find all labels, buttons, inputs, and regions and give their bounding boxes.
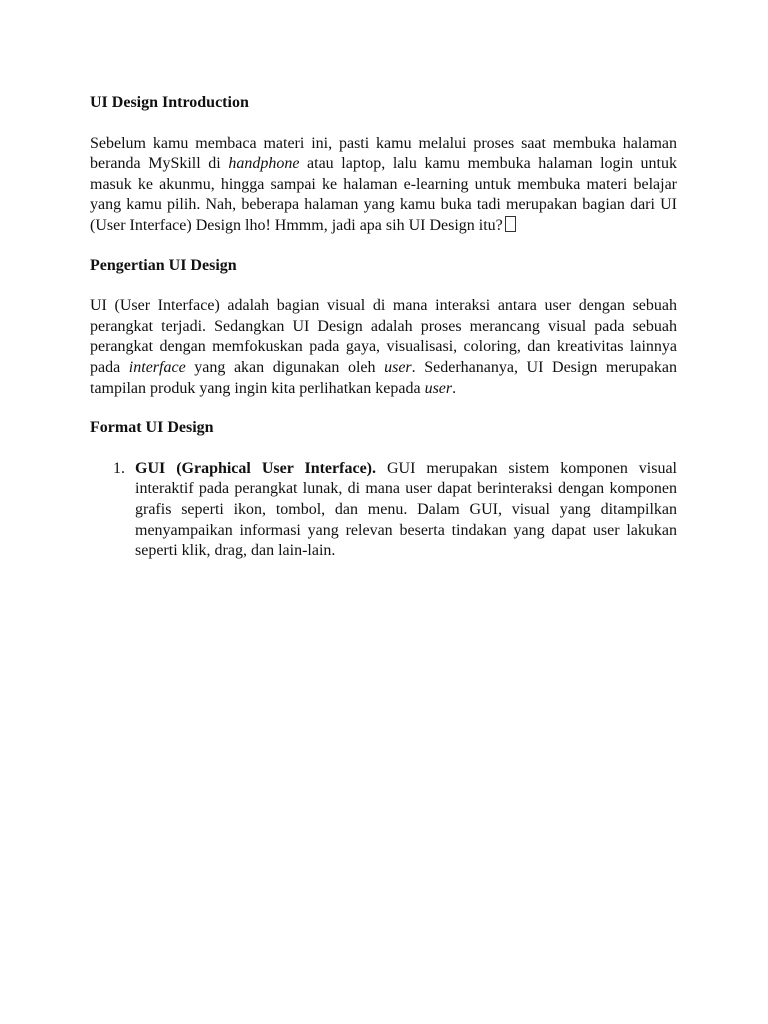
heading-ui-design-introduction: UI Design Introduction bbox=[90, 94, 249, 111]
list-item-number: 1. bbox=[113, 459, 125, 477]
definition-text-d: . bbox=[452, 379, 457, 397]
definition-text-interface: interface bbox=[128, 358, 186, 376]
definition-text-user-1: user bbox=[384, 358, 412, 376]
list-item-text: GUI merupakan sistem komponen visual interaktif pada perangkat lunak, di mana user dapat berinteraksi dengan komponen grafis seperti ikon, tombol, dan menu. Dalam GUI, visual yang ditampilkan menyampaikan informasi yang relevan beserta tindakan yang dapat user lakukan seperti klik, drag, dan lain-lain. bbox=[135, 459, 677, 560]
definition-text-a: UI (User Interface) adalah bagian visual di mana interaksi antara user dengan sebuah perangkat terjadi. Sedangkan UI Design adalah proses merancang visual pada sebuah perangkat dengan memfokuskan pada gaya, visualisasi, coloring, dan kreativitas lainnya pada bbox=[90, 297, 677, 376]
heading-pengertian-ui-design: Pengertian UI Design bbox=[90, 256, 237, 274]
intro-text-a: Sebelum kamu membaca materi ini, pasti kamu melalui proses saat membuka halaman beranda MySkill di bbox=[90, 134, 677, 173]
missing-glyph-icon bbox=[505, 216, 516, 232]
heading-format-ui-design: Format UI Design bbox=[90, 419, 214, 437]
format-list bbox=[90, 459, 677, 562]
intro-text-handphone: handphone bbox=[228, 155, 300, 173]
intro-paragraph bbox=[90, 134, 677, 237]
definition-text-user-2: user bbox=[424, 379, 453, 397]
intro-text-b: atau laptop, lalu kamu membuka halaman login untuk masuk ke akunmu, hingga sampai ke halaman e-learning untuk membuka materi belajar yang kamu pilih. Nah, beberapa halaman yang kamu buka tadi merupakan bagian dari UI (User Interface) Design lho! Hmmm, jadi apa sih UI Design itu? bbox=[90, 155, 677, 234]
list-item bbox=[90, 459, 677, 562]
definition-text-b: yang akan digunakan oleh bbox=[185, 358, 385, 376]
definition-paragraph bbox=[90, 296, 677, 399]
list-item-bold-title: GUI (Graphical User Interface). bbox=[135, 459, 376, 477]
document-page bbox=[90, 93, 677, 562]
definition-text-c: . Sederhananya, UI Design merupakan tampilan produk yang ingin kita perlihatkan kepada bbox=[90, 358, 678, 397]
